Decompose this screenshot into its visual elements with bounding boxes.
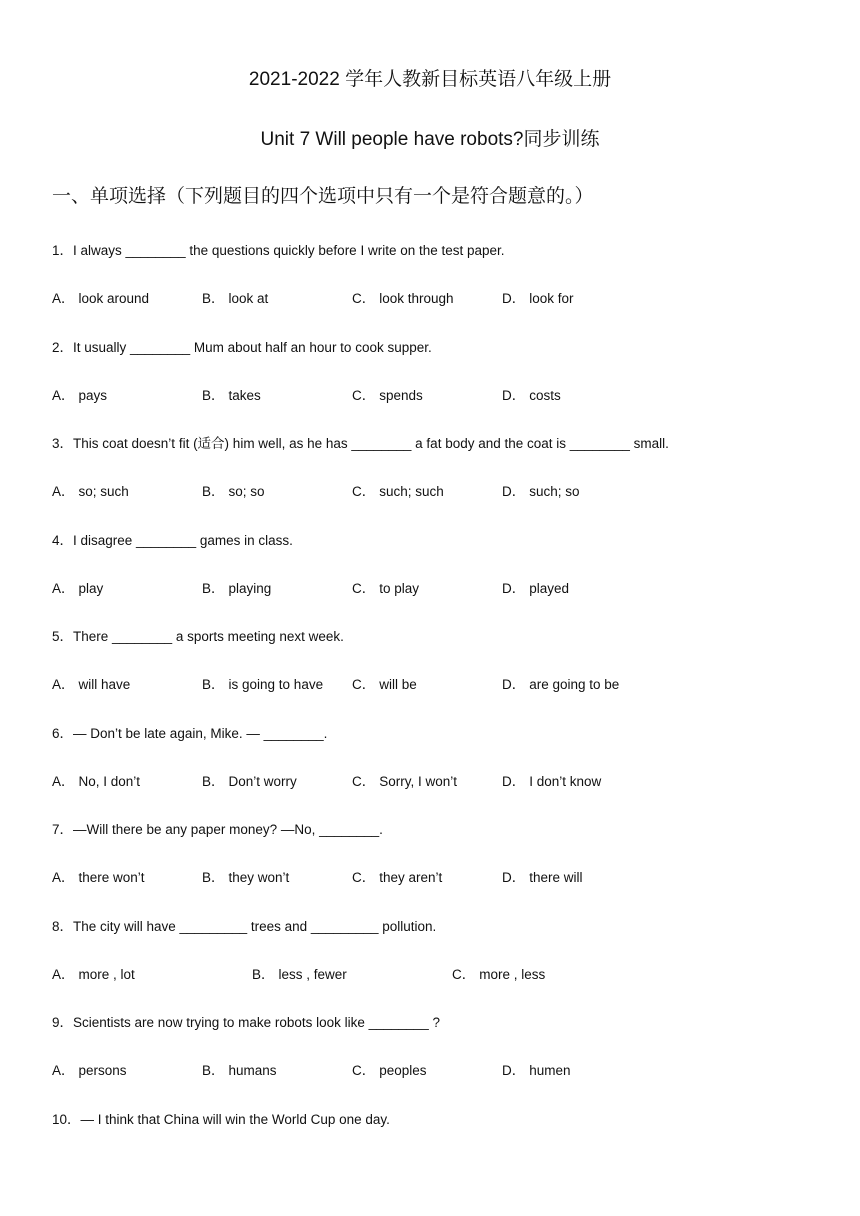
answer-option: [202, 384, 261, 404]
answer-option: [352, 480, 444, 500]
option-text: they won’t: [228, 870, 290, 885]
option-text: persons: [78, 1063, 127, 1078]
answer-option: [502, 384, 561, 404]
option-text: look at: [228, 291, 269, 306]
question-stem: 10．— I think that China will win the World Cup one day.: [52, 1111, 390, 1127]
answer-option: [352, 770, 457, 790]
option-row: [52, 384, 812, 402]
question-stem: 6．— Don’t be late again, Mike. — ________.: [52, 725, 328, 741]
option-label: C．: [352, 870, 376, 885]
answer-option: [52, 384, 107, 404]
answer-option: [202, 480, 265, 500]
answer-option: [202, 770, 297, 790]
option-label: B．: [202, 484, 225, 499]
question-stem: 4．I disagree ________ games in class.: [52, 532, 293, 548]
option-label: D．: [502, 387, 526, 403]
option-text: Don’t worry: [228, 773, 297, 789]
answer-option: [502, 480, 580, 500]
option-text: look around: [78, 291, 150, 306]
question-stem: 8．The city will have _________ trees and _________ pollution.: [52, 918, 437, 934]
option-text: look for: [529, 291, 574, 306]
option-label: D．: [502, 1063, 526, 1078]
option-text: such; so: [529, 484, 580, 499]
option-label: D．: [502, 580, 526, 596]
option-text: played: [529, 580, 570, 596]
option-text: play: [78, 580, 104, 596]
option-label: A．: [52, 387, 75, 403]
option-label: D．: [502, 677, 526, 692]
document-title: 2021-2022 学年人教新目标英语八年级上册: [248, 69, 612, 90]
option-label: D．: [502, 870, 526, 885]
option-label: A．: [52, 291, 75, 306]
option-label: B．: [202, 870, 225, 885]
answer-option: [502, 866, 583, 886]
answer-option: [202, 866, 289, 886]
option-row: [52, 480, 812, 498]
option-text: less , fewer: [278, 966, 347, 982]
option-label: A．: [52, 484, 75, 499]
option-text: Sorry, I won’t: [379, 773, 458, 789]
option-label: C．: [352, 677, 376, 692]
answer-option: [352, 287, 454, 307]
option-label: A．: [52, 1063, 75, 1078]
option-text: playing: [228, 580, 272, 596]
option-text: more , lot: [78, 966, 135, 982]
option-label: A．: [52, 870, 75, 885]
option-label: C．: [352, 387, 376, 403]
option-text: peoples: [379, 1063, 427, 1078]
section-heading: 一、单项选择（下列题目的四个选项中只有一个是符合题意的。）: [52, 185, 594, 207]
answer-option: [52, 963, 135, 983]
option-label: B．: [202, 580, 225, 596]
option-label: D．: [502, 291, 526, 306]
answer-option: [202, 287, 268, 307]
option-label: B．: [202, 677, 225, 692]
option-text: are going to be: [529, 677, 620, 692]
option-text: they aren’t: [379, 870, 443, 885]
answer-option: [252, 963, 347, 983]
option-row: [52, 770, 812, 788]
answer-option: [52, 577, 103, 597]
option-label: B．: [202, 1063, 225, 1078]
option-text: so; so: [228, 484, 265, 499]
answer-option: [502, 1059, 571, 1079]
question-stem: 5．There ________ a sports meeting next week.: [52, 629, 344, 644]
option-label: B．: [202, 387, 225, 403]
answer-option: [352, 577, 419, 597]
question-stem: 7．—Will there be any paper money? —No, ________.: [52, 822, 383, 837]
question-stem: 2．It usually ________ Mum about half an hour to cook supper.: [52, 339, 432, 355]
answer-option: [52, 287, 149, 307]
answer-option: [352, 673, 417, 693]
answer-option: [202, 577, 271, 597]
option-text: takes: [228, 387, 261, 403]
option-row: [52, 287, 812, 305]
option-text: humen: [529, 1063, 571, 1078]
answer-option: [502, 770, 601, 790]
option-label: C．: [352, 580, 376, 596]
option-label: C．: [452, 966, 476, 982]
option-label: C．: [352, 773, 376, 789]
option-text: such; such: [379, 484, 444, 499]
answer-option: [202, 673, 323, 693]
option-label: B．: [202, 773, 225, 789]
option-row: [52, 673, 812, 691]
answer-option: [502, 673, 619, 693]
answer-option: [52, 770, 140, 790]
answer-option: [202, 1059, 277, 1079]
question-stem: 1．I always ________ the questions quickly before I write on the test paper.: [52, 243, 505, 258]
option-text: look through: [379, 291, 454, 306]
option-label: B．: [252, 966, 275, 982]
option-text: so; such: [78, 484, 129, 499]
option-text: to play: [379, 580, 420, 596]
option-text: will be: [379, 677, 417, 692]
answer-option: [502, 287, 574, 307]
option-label: A．: [52, 966, 75, 982]
option-label: B．: [202, 291, 225, 306]
option-row: [52, 577, 812, 595]
option-text: I don’t know: [529, 773, 602, 789]
question-stem: 9．Scientists are now trying to make robots look like ________ ?: [52, 1015, 440, 1030]
option-label: A．: [52, 773, 75, 789]
option-label: A．: [52, 677, 75, 692]
option-text: pays: [78, 387, 108, 403]
option-text: No, I don’t: [78, 773, 141, 789]
option-label: C．: [352, 484, 376, 499]
answer-option: [52, 866, 145, 886]
option-text: is going to have: [228, 677, 324, 692]
option-row: [52, 1059, 812, 1077]
answer-option: [52, 1059, 127, 1079]
option-text: will have: [78, 677, 131, 692]
option-label: D．: [502, 773, 526, 789]
answer-option: [502, 577, 569, 597]
option-text: there won’t: [78, 870, 145, 885]
answer-option: [452, 963, 545, 983]
option-label: C．: [352, 291, 376, 306]
option-text: more , less: [479, 966, 546, 982]
option-text: humans: [228, 1063, 277, 1078]
answer-option: [352, 1059, 427, 1079]
option-text: there will: [529, 870, 583, 885]
option-text: spends: [379, 387, 423, 403]
option-label: C．: [352, 1063, 376, 1078]
option-text: costs: [529, 387, 561, 403]
question-stem: 3．This coat doesn’t fit (适合) him well, as he has ________ a fat body and the coat is ________ small.: [52, 436, 669, 451]
option-label: A．: [52, 580, 75, 596]
answer-option: [52, 480, 129, 500]
answer-option: [352, 866, 442, 886]
answer-option: [52, 673, 130, 693]
document-subtitle: Unit 7 Will people have robots?同步训练: [260, 129, 600, 150]
answer-option: [352, 384, 423, 404]
option-label: D．: [502, 484, 526, 499]
option-row: [52, 866, 812, 884]
option-row: [52, 963, 812, 981]
